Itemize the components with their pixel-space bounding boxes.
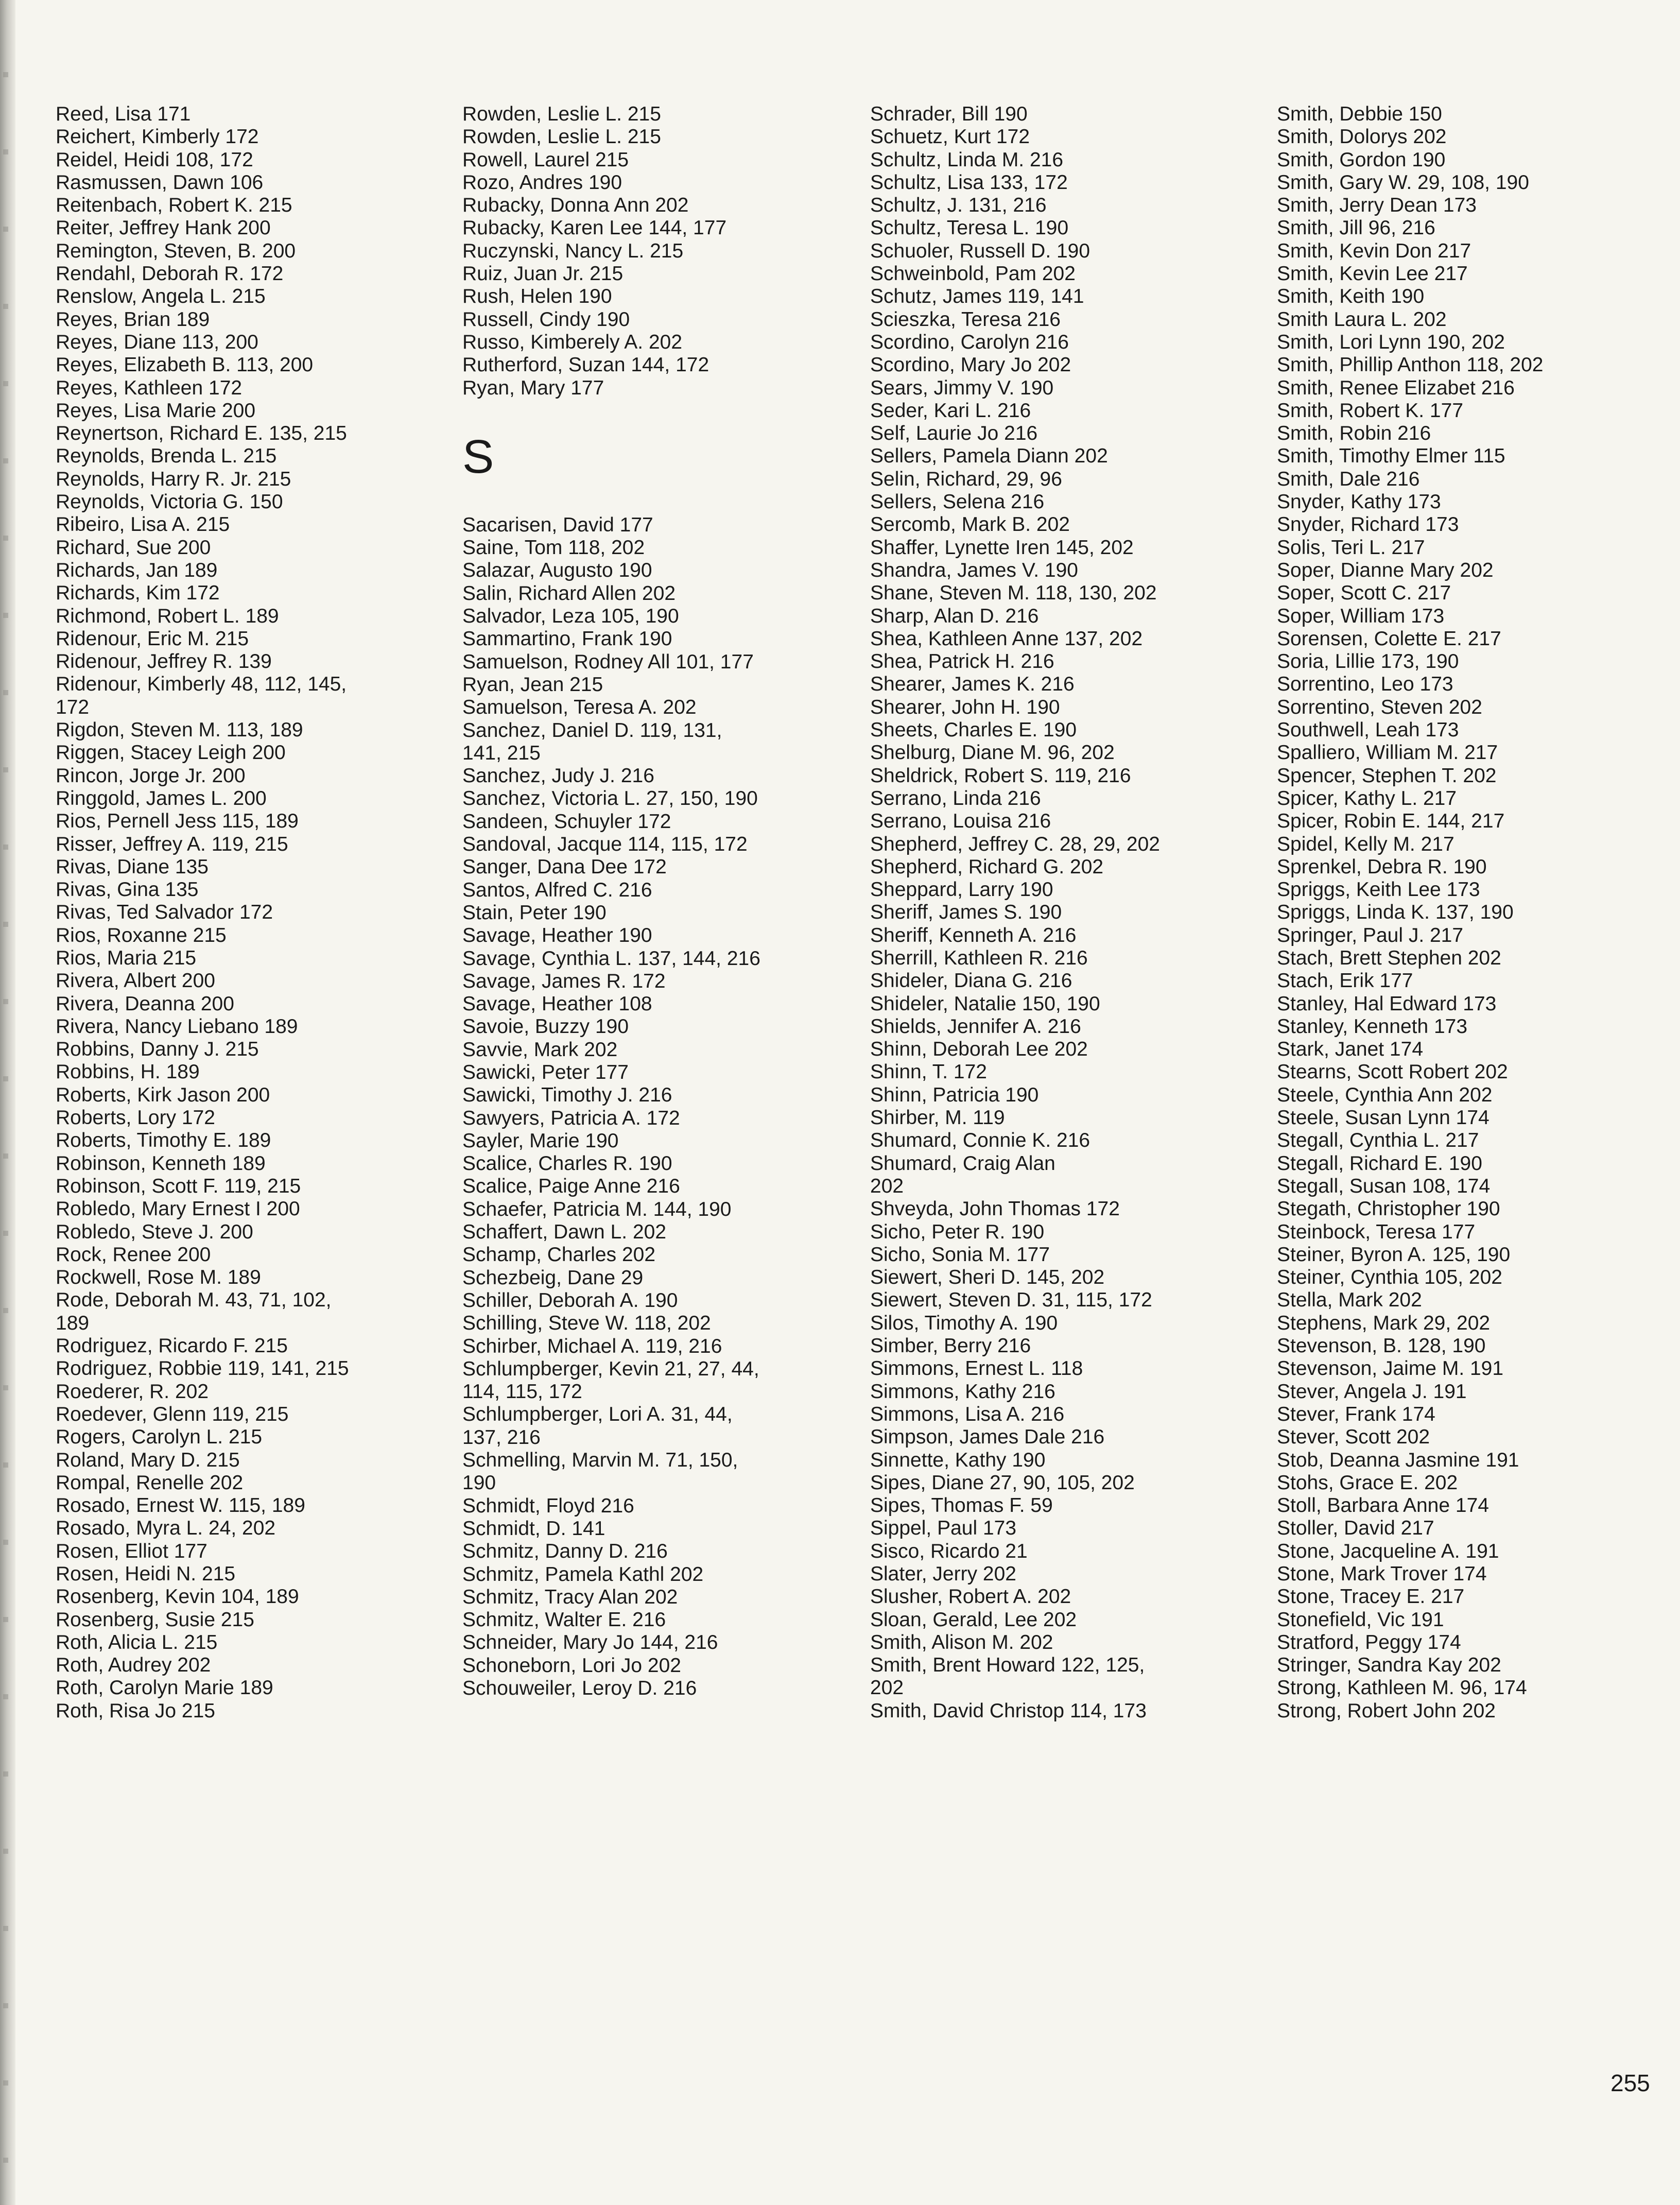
index-entry: Sammartino, Frank 190 xyxy=(462,628,672,650)
index-entry: Stoll, Barbara Anne 174 xyxy=(1277,1494,1489,1517)
index-entry: Sercomb, Mark B. 202 xyxy=(870,513,1070,536)
index-entry: Shinn, Deborah Lee 202 xyxy=(870,1038,1088,1061)
index-entry: Stain, Peter 190 xyxy=(462,901,607,924)
index-entry: Serrano, Louisa 216 xyxy=(870,810,1051,833)
index-entry: Shelburg, Diane M. 96, 202 xyxy=(870,742,1115,764)
index-entry: Sorrentino, Leo 173 xyxy=(1277,673,1453,696)
index-entry: Rendahl, Deborah R. 172 xyxy=(56,263,284,285)
index-entry: Steele, Cynthia Ann 202 xyxy=(1277,1083,1493,1106)
index-entry: Stegall, Richard E. 190 xyxy=(1277,1152,1482,1175)
index-entry: Ruczynski, Nancy L. 215 xyxy=(462,239,684,262)
index-entry: Smith, Kevin Don 217 xyxy=(1277,239,1471,262)
index-entry: Smith, Dolorys 202 xyxy=(1277,126,1447,148)
index-entry: 189 xyxy=(56,1312,90,1334)
index-entry: Reitenbach, Robert K. 215 xyxy=(56,194,292,217)
index-entry: Sawicki, Peter 177 xyxy=(462,1061,629,1083)
index-entry: Seder, Kari L. 216 xyxy=(870,399,1031,422)
index-entry: 202 xyxy=(870,1175,904,1197)
index-entry: Shandra, James V. 190 xyxy=(870,559,1078,581)
index-entry: Reyes, Lisa Marie 200 xyxy=(56,399,256,422)
index-entry: Rodriguez, Ricardo F. 215 xyxy=(56,1335,288,1357)
index-entry: Spencer, Stephen T. 202 xyxy=(1277,764,1497,787)
index-entry: Smith, Debbie 150 xyxy=(1277,103,1442,125)
index-entry: Sheets, Charles E. 190 xyxy=(870,719,1077,742)
index-entry: Reyes, Kathleen 172 xyxy=(56,376,243,399)
index-entry: Reynolds, Victoria G. 150 xyxy=(56,491,283,513)
index-entry: Schlumpberger, Kevin 21, 27, 44, xyxy=(462,1357,759,1380)
index-entry: Shea, Kathleen Anne 137, 202 xyxy=(870,627,1143,650)
index-entry: Stella, Mark 202 xyxy=(1277,1289,1422,1312)
section-letter-heading: S xyxy=(462,430,495,483)
index-entry: Scordino, Mary Jo 202 xyxy=(870,354,1071,376)
index-entry: Sanchez, Victoria L. 27, 150, 190 xyxy=(462,787,758,810)
index-entry: Shinn, T. 172 xyxy=(870,1061,987,1083)
index-entry: Stone, Tracey E. 217 xyxy=(1277,1586,1465,1608)
index-entry: Savage, Heather 190 xyxy=(462,924,652,947)
index-entry: Sicho, Peter R. 190 xyxy=(870,1220,1045,1243)
index-entry: Steiner, Byron A. 125, 190 xyxy=(1277,1243,1511,1266)
index-entry: Roth, Audrey 202 xyxy=(56,1654,211,1677)
index-entry: Smith, Brent Howard 122, 125, xyxy=(870,1654,1145,1677)
index-entry: Saine, Tom 118, 202 xyxy=(462,537,645,559)
index-entry: Sipes, Diane 27, 90, 105, 202 xyxy=(870,1471,1135,1494)
index-entry: Siewert, Sheri D. 145, 202 xyxy=(870,1266,1105,1289)
index-entry: Stephens, Mark 29, 202 xyxy=(1277,1312,1491,1334)
index-entry: Reichert, Kimberly 172 xyxy=(56,126,259,148)
index-entry: Ryan, Jean 215 xyxy=(462,673,603,696)
index-entry: Rios, Roxanne 215 xyxy=(56,924,227,946)
index-entry: Sharp, Alan D. 216 xyxy=(870,605,1039,627)
index-entry: Spicer, Robin E. 144, 217 xyxy=(1277,810,1505,833)
index-entry: Sanchez, Daniel D. 119, 131, xyxy=(462,719,722,742)
index-entry: Schmidt, Floyd 216 xyxy=(462,1494,634,1517)
index-entry: Richards, Kim 172 xyxy=(56,582,220,605)
index-entry: Schezbeig, Dane 29 xyxy=(462,1266,644,1289)
index-entry: Slater, Jerry 202 xyxy=(870,1563,1016,1585)
index-entry: Remington, Steven, B. 200 xyxy=(56,239,296,262)
index-entry: Sheldrick, Robert S. 119, 216 xyxy=(870,764,1131,787)
index-entry: Reyes, Diane 113, 200 xyxy=(56,331,258,353)
index-entry: Rubacky, Karen Lee 144, 177 xyxy=(462,217,727,239)
index-entry: 190 xyxy=(462,1472,496,1494)
index-entry: Sheriff, Kenneth A. 216 xyxy=(870,924,1077,946)
index-entry: Schutz, James 119, 141 xyxy=(870,285,1084,308)
index-entry: Russo, Kimberely A. 202 xyxy=(462,331,683,353)
index-entry: Smith, Dale 216 xyxy=(1277,468,1420,490)
index-entry: Schmidt, D. 141 xyxy=(462,1517,605,1540)
index-entry: Sisco, Ricardo 21 xyxy=(870,1540,1028,1562)
index-entry: Smith, Lori Lynn 190, 202 xyxy=(1277,331,1505,353)
index-entry: Scordino, Carolyn 216 xyxy=(870,331,1069,353)
index-entry: Savoie, Buzzy 190 xyxy=(462,1015,629,1038)
index-entry: Schouweiler, Leroy D. 216 xyxy=(462,1677,697,1699)
index-entry: Simmons, Lisa A. 216 xyxy=(870,1403,1065,1425)
index-entry: Ruiz, Juan Jr. 215 xyxy=(462,263,623,285)
index-entry: Richard, Sue 200 xyxy=(56,536,211,559)
index-entry: Soper, Scott C. 217 xyxy=(1277,582,1451,605)
index-entry: Schultz, Lisa 133, 172 xyxy=(870,171,1068,194)
index-entry: Stonefield, Vic 191 xyxy=(1277,1608,1444,1631)
index-entry: Rock, Renee 200 xyxy=(56,1243,211,1266)
index-entry: Roberts, Timothy E. 189 xyxy=(56,1129,271,1152)
index-entry: Stob, Deanna Jasmine 191 xyxy=(1277,1449,1519,1471)
index-entry: Roth, Alicia L. 215 xyxy=(56,1631,218,1653)
index-entry: Sanger, Dana Dee 172 xyxy=(462,856,667,878)
index-entry: Simpson, James Dale 216 xyxy=(870,1426,1105,1449)
index-entry: Rivera, Albert 200 xyxy=(56,970,216,992)
index-entry: Selin, Richard, 29, 96 xyxy=(870,468,1062,490)
index-entry: Schilling, Steve W. 118, 202 xyxy=(462,1312,711,1335)
index-entry: Strong, Kathleen M. 96, 174 xyxy=(1277,1677,1527,1699)
index-entry: Roberts, Kirk Jason 200 xyxy=(56,1083,270,1106)
index-entry: Shideler, Diana G. 216 xyxy=(870,970,1072,992)
index-entry: Smith, Renee Elizabet 216 xyxy=(1277,376,1515,399)
index-entry: Rosen, Heidi N. 215 xyxy=(56,1563,236,1585)
index-entry: Silos, Timothy A. 190 xyxy=(870,1312,1058,1334)
index-entry: Ribeiro, Lisa A. 215 xyxy=(56,513,230,536)
index-entry: Roland, Mary D. 215 xyxy=(56,1449,240,1471)
index-entry: Stever, Frank 174 xyxy=(1277,1403,1435,1425)
index-entry: Stearns, Scott Robert 202 xyxy=(1277,1061,1508,1083)
index-entry: Russell, Cindy 190 xyxy=(462,308,630,331)
index-entry: Shaffer, Lynette Iren 145, 202 xyxy=(870,536,1134,559)
index-entry: Ridenour, Jeffrey R. 139 xyxy=(56,650,272,673)
index-entry: Spriggs, Linda K. 137, 190 xyxy=(1277,901,1514,924)
index-entry: Rivas, Diane 135 xyxy=(56,855,209,878)
index-entry: Schuoler, Russell D. 190 xyxy=(870,239,1090,262)
index-entry: Sawicki, Timothy J. 216 xyxy=(462,1084,672,1107)
index-entry: Smith, Timothy Elmer 115 xyxy=(1277,445,1505,468)
index-column-4 xyxy=(1277,103,1543,1722)
index-entry: Schweinbold, Pam 202 xyxy=(870,263,1076,285)
index-entry: Shepherd, Jeffrey C. 28, 29, 202 xyxy=(870,833,1160,855)
index-entry: Sellers, Pamela Diann 202 xyxy=(870,445,1108,468)
index-entry: 137, 216 xyxy=(462,1426,541,1449)
index-entry: Sayler, Marie 190 xyxy=(462,1129,619,1152)
index-entry: Stevenson, B. 128, 190 xyxy=(1277,1335,1486,1357)
index-entry: Robinson, Scott F. 119, 215 xyxy=(56,1175,301,1197)
index-entry: Schmelling, Marvin M. 71, 150, xyxy=(462,1449,738,1472)
binding-stitch-marks xyxy=(3,0,8,2205)
index-entry: Rosado, Ernest W. 115, 189 xyxy=(56,1494,305,1517)
index-entry: Stegall, Susan 108, 174 xyxy=(1277,1175,1491,1197)
index-entry: Roederer, R. 202 xyxy=(56,1380,209,1403)
index-entry: Solis, Teri L. 217 xyxy=(1277,536,1425,559)
index-entry: Sippel, Paul 173 xyxy=(870,1517,1017,1540)
index-entry: Samuelson, Rodney All 101, 177 xyxy=(462,650,754,673)
index-entry: Riggen, Stacey Leigh 200 xyxy=(56,742,286,764)
index-entry: Strong, Robert John 202 xyxy=(1277,1699,1496,1722)
index-entry: Salvador, Leza 105, 190 xyxy=(462,605,679,628)
index-entry: Smith Laura L. 202 xyxy=(1277,308,1447,331)
index-entry: Reynertson, Richard E. 135, 215 xyxy=(56,422,347,445)
index-entry: Snyder, Richard 173 xyxy=(1277,513,1459,536)
index-entry: Rincon, Jorge Jr. 200 xyxy=(56,764,246,787)
index-entry: Smith, Gordon 190 xyxy=(1277,148,1446,171)
index-entry: Smith, Gary W. 29, 108, 190 xyxy=(1277,171,1529,194)
index-column-3 xyxy=(870,103,1160,1722)
index-entry: Savage, Cynthia L. 137, 144, 216 xyxy=(462,947,760,970)
index-entry: Rogers, Carolyn L. 215 xyxy=(56,1426,263,1449)
index-entry: Sears, Jimmy V. 190 xyxy=(870,376,1054,399)
index-entry: Roedever, Glenn 119, 215 xyxy=(56,1403,289,1425)
index-entry: Rush, Helen 190 xyxy=(462,285,612,308)
index-entry: Stanley, Kenneth 173 xyxy=(1277,1015,1468,1038)
index-entry: Santos, Alfred C. 216 xyxy=(462,878,652,901)
index-entry: Schmitz, Danny D. 216 xyxy=(462,1540,668,1563)
index-entry: Smith, Jerry Dean 173 xyxy=(1277,194,1477,217)
index-entry: Savage, James R. 172 xyxy=(462,970,666,992)
index-entry: Schultz, Linda M. 216 xyxy=(870,148,1064,171)
index-entry: Schuetz, Kurt 172 xyxy=(870,126,1030,148)
index-entry: Sawyers, Patricia A. 172 xyxy=(462,1107,680,1129)
index-entry: Schmitz, Tracy Alan 202 xyxy=(462,1586,678,1608)
index-entry: Shearer, John H. 190 xyxy=(870,696,1060,718)
index-entry: Scalice, Charles R. 190 xyxy=(462,1152,672,1175)
index-entry: Shumard, Connie K. 216 xyxy=(870,1129,1090,1152)
index-entry: Soria, Lillie 173, 190 xyxy=(1277,650,1459,673)
index-entry: Stone, Jacqueline A. 191 xyxy=(1277,1540,1499,1562)
index-entry: Shane, Steven M. 118, 130, 202 xyxy=(870,582,1157,605)
index-entry: Serrano, Linda 216 xyxy=(870,787,1041,809)
index-entry: Smith, Robin 216 xyxy=(1277,422,1431,445)
index-entry: Rios, Pernell Jess 115, 189 xyxy=(56,810,299,833)
index-entry: Schaffert, Dawn L. 202 xyxy=(462,1221,667,1244)
index-entry: Shirber, M. 119 xyxy=(870,1107,1005,1129)
index-entry: Rowden, Leslie L. 215 xyxy=(462,103,661,125)
index-entry: Rigdon, Steven M. 113, 189 xyxy=(56,719,303,742)
index-entry: Simmons, Ernest L. 118 xyxy=(870,1357,1083,1380)
index-entry: Smith, Jill 96, 216 xyxy=(1277,217,1435,239)
index-entry: Schiller, Deborah A. 190 xyxy=(462,1289,678,1312)
index-entry: Sellers, Selena 216 xyxy=(870,491,1045,513)
index-entry: Spicer, Kathy L. 217 xyxy=(1277,787,1457,809)
index-entry: Schultz, Teresa L. 190 xyxy=(870,217,1069,239)
index-entry: Renslow, Angela L. 215 xyxy=(56,285,266,308)
index-entry: Spalliero, William M. 217 xyxy=(1277,742,1498,764)
index-entry: Rockwell, Rose M. 189 xyxy=(56,1266,261,1289)
index-entry: Sprenkel, Debra R. 190 xyxy=(1277,855,1487,878)
index-entry: Schrader, Bill 190 xyxy=(870,103,1028,125)
index-entry: Rosenberg, Susie 215 xyxy=(56,1608,254,1631)
index-entry: Stach, Erik 177 xyxy=(1277,970,1413,992)
index-entry: Rivas, Gina 135 xyxy=(56,878,199,901)
index-entry: Shinn, Patricia 190 xyxy=(870,1083,1039,1106)
index-entry: Spidel, Kelly M. 217 xyxy=(1277,833,1454,855)
index-entry: Soper, Dianne Mary 202 xyxy=(1277,559,1494,581)
index-entry: Smith, Robert K. 177 xyxy=(1277,399,1464,422)
index-entry: Shveyda, John Thomas 172 xyxy=(870,1198,1120,1220)
index-entry: Rivas, Ted Salvador 172 xyxy=(56,901,273,924)
index-entry: Stark, Janet 174 xyxy=(1277,1038,1424,1061)
index-entry: Steiner, Cynthia 105, 202 xyxy=(1277,1266,1502,1289)
index-entry: Robbins, Danny J. 215 xyxy=(56,1038,259,1061)
index-entry: Sheppard, Larry 190 xyxy=(870,878,1053,901)
index-entry: Schamp, Charles 202 xyxy=(462,1244,656,1266)
index-entry: Savage, Heather 108 xyxy=(462,993,652,1015)
index-entry: Stever, Scott 202 xyxy=(1277,1426,1430,1449)
index-entry: Ringgold, James L. 200 xyxy=(56,787,267,809)
index-entry: Reiter, Jeffrey Hank 200 xyxy=(56,217,271,239)
index-entry: Rios, Maria 215 xyxy=(56,946,197,969)
index-entry: Risser, Jeffrey A. 119, 215 xyxy=(56,833,288,855)
index-entry: 202 xyxy=(870,1677,904,1699)
index-entry: Rubacky, Donna Ann 202 xyxy=(462,194,689,217)
index-entry: Sandeen, Schuyler 172 xyxy=(462,810,671,833)
index-entry: Scieszka, Teresa 216 xyxy=(870,308,1061,331)
index-entry: Sorensen, Colette E. 217 xyxy=(1277,627,1501,650)
index-entry: Rosen, Elliot 177 xyxy=(56,1540,207,1562)
index-entry: Ridenour, Kimberly 48, 112, 145, xyxy=(56,673,347,696)
index-entry: Sicho, Sonia M. 177 xyxy=(870,1243,1050,1266)
index-entry: Shearer, James K. 216 xyxy=(870,673,1075,696)
index-entry: 141, 215 xyxy=(462,742,541,764)
index-entry: Schlumpberger, Lori A. 31, 44, xyxy=(462,1403,733,1426)
index-entry: Rodriguez, Robbie 119, 141, 215 xyxy=(56,1357,349,1380)
index-entry: Rowden, Leslie L. 215 xyxy=(462,126,661,148)
index-entry: Reynolds, Harry R. Jr. 215 xyxy=(56,468,291,490)
index-entry: Sinnette, Kathy 190 xyxy=(870,1449,1046,1471)
index-entry: Rosado, Myra L. 24, 202 xyxy=(56,1517,276,1540)
index-entry: Sherrill, Kathleen R. 216 xyxy=(870,946,1088,969)
index-entry: Shields, Jennifer A. 216 xyxy=(870,1015,1081,1038)
index-entry: Stoller, David 217 xyxy=(1277,1517,1434,1540)
index-entry: Sandoval, Jacque 114, 115, 172 xyxy=(462,833,748,856)
index-entry: Stach, Brett Stephen 202 xyxy=(1277,946,1501,969)
index-entry: Schultz, J. 131, 216 xyxy=(870,194,1047,217)
index-entry: Robledo, Steve J. 200 xyxy=(56,1220,253,1243)
index-entry: Roberts, Lory 172 xyxy=(56,1107,216,1129)
index-entry: Reyes, Elizabeth B. 113, 200 xyxy=(56,354,314,376)
index-entry: Rosenberg, Kevin 104, 189 xyxy=(56,1586,299,1608)
index-entry: Stegall, Cynthia L. 217 xyxy=(1277,1129,1479,1152)
index-entry: Richmond, Robert L. 189 xyxy=(56,605,279,627)
index-entry: Shideler, Natalie 150, 190 xyxy=(870,992,1100,1015)
index-entry: Sanchez, Judy J. 216 xyxy=(462,765,654,787)
index-entry: Robinson, Kenneth 189 xyxy=(56,1152,266,1175)
index-entry: Slusher, Robert A. 202 xyxy=(870,1586,1071,1608)
index-entry: Reidel, Heidi 108, 172 xyxy=(56,148,253,171)
index-entry: Ryan, Mary 177 xyxy=(462,376,604,399)
index-entry: Smith, Alison M. 202 xyxy=(870,1631,1053,1653)
index-entry: Stringer, Sandra Kay 202 xyxy=(1277,1654,1501,1677)
index-entry: Stanley, Hal Edward 173 xyxy=(1277,992,1497,1015)
index-entry: Schmitz, Pamela Kathl 202 xyxy=(462,1563,704,1586)
index-entry: Rowell, Laurel 215 xyxy=(462,148,629,171)
index-entry: Schmitz, Walter E. 216 xyxy=(462,1609,666,1631)
index-entry: Ridenour, Eric M. 215 xyxy=(56,627,249,650)
index-entry: 114, 115, 172 xyxy=(462,1381,582,1403)
index-entry: Sorrentino, Steven 202 xyxy=(1277,696,1482,718)
index-entry: Reed, Lisa 171 xyxy=(56,103,191,125)
index-column-2 xyxy=(462,103,760,1700)
index-entry: Schaefer, Patricia M. 144, 190 xyxy=(462,1198,732,1220)
index-entry: Reynolds, Brenda L. 215 xyxy=(56,445,277,468)
index-entry: Sipes, Thomas F. 59 xyxy=(870,1494,1053,1517)
index-entry: Shumard, Craig Alan xyxy=(870,1152,1055,1175)
index-entry: Southwell, Leah 173 xyxy=(1277,719,1459,742)
index-entry: Robbins, H. 189 xyxy=(56,1061,200,1083)
index-entry: Roth, Risa Jo 215 xyxy=(56,1699,216,1722)
index-entry: Steinbock, Teresa 177 xyxy=(1277,1220,1476,1243)
index-entry: Rivera, Deanna 200 xyxy=(56,992,234,1015)
index-entry: Stever, Angela J. 191 xyxy=(1277,1380,1467,1403)
index-entry: Rode, Deborah M. 43, 71, 102, xyxy=(56,1289,332,1312)
index-entry: Robledo, Mary Ernest I 200 xyxy=(56,1198,300,1220)
index-entry: Richards, Jan 189 xyxy=(56,559,218,581)
index-entry: Simber, Berry 216 xyxy=(870,1335,1031,1357)
index-column-1 xyxy=(56,103,349,1722)
index-entry: Smith, Kevin Lee 217 xyxy=(1277,263,1468,285)
index-entry: Stegath, Christopher 190 xyxy=(1277,1198,1500,1220)
index-entry: Schirber, Michael A. 119, 216 xyxy=(462,1335,722,1357)
page-number: 255 xyxy=(1610,2070,1650,2096)
index-entry: Rompal, Renelle 202 xyxy=(56,1471,244,1494)
index-entry: Simmons, Kathy 216 xyxy=(870,1380,1055,1403)
index-entry: Roth, Carolyn Marie 189 xyxy=(56,1677,273,1699)
index-entry: Schneider, Mary Jo 144, 216 xyxy=(462,1631,718,1654)
index-entry: Salazar, Augusto 190 xyxy=(462,559,652,582)
index-entry: Rutherford, Suzan 144, 172 xyxy=(462,354,709,376)
index-entry: Savvie, Mark 202 xyxy=(462,1038,618,1061)
index-entry: 172 xyxy=(56,696,90,718)
index-entry: Schoneborn, Lori Jo 202 xyxy=(462,1654,681,1677)
index-entry: Siewert, Steven D. 31, 115, 172 xyxy=(870,1289,1152,1312)
index-entry: Scalice, Paige Anne 216 xyxy=(462,1175,680,1198)
index-entry: Shepherd, Richard G. 202 xyxy=(870,855,1104,878)
index-entry: Stone, Mark Trover 174 xyxy=(1277,1563,1487,1585)
index-entry: Stohs, Grace E. 202 xyxy=(1277,1471,1458,1494)
index-entry: Smith, David Christop 114, 173 xyxy=(870,1699,1147,1722)
index-entry: Shea, Patrick H. 216 xyxy=(870,650,1054,673)
index-entry: Rozo, Andres 190 xyxy=(462,171,622,194)
index-entry: Stratford, Peggy 174 xyxy=(1277,1631,1461,1653)
index-entry: Soper, William 173 xyxy=(1277,605,1445,627)
index-entry: Snyder, Kathy 173 xyxy=(1277,491,1441,513)
index-entry: Samuelson, Teresa A. 202 xyxy=(462,696,697,719)
index-entry: Smith, Keith 190 xyxy=(1277,285,1425,308)
index-entry: Steele, Susan Lynn 174 xyxy=(1277,1107,1490,1129)
index-entry: Self, Laurie Jo 216 xyxy=(870,422,1038,445)
index-entry: Rasmussen, Dawn 106 xyxy=(56,171,264,194)
index-entry: Stevenson, Jaime M. 191 xyxy=(1277,1357,1504,1380)
index-entry: Reyes, Brian 189 xyxy=(56,308,210,331)
index-entry: Rivera, Nancy Liebano 189 xyxy=(56,1015,298,1038)
index-entry: Spriggs, Keith Lee 173 xyxy=(1277,878,1480,901)
index-entry: Sheriff, James S. 190 xyxy=(870,901,1062,924)
index-entry: Sloan, Gerald, Lee 202 xyxy=(870,1608,1077,1631)
index-entry: Smith, Phillip Anthon 118, 202 xyxy=(1277,354,1544,376)
index-entry: Springer, Paul J. 217 xyxy=(1277,924,1464,946)
index-entry: Sacarisen, David 177 xyxy=(462,513,653,536)
index-entry: Salin, Richard Allen 202 xyxy=(462,582,676,605)
